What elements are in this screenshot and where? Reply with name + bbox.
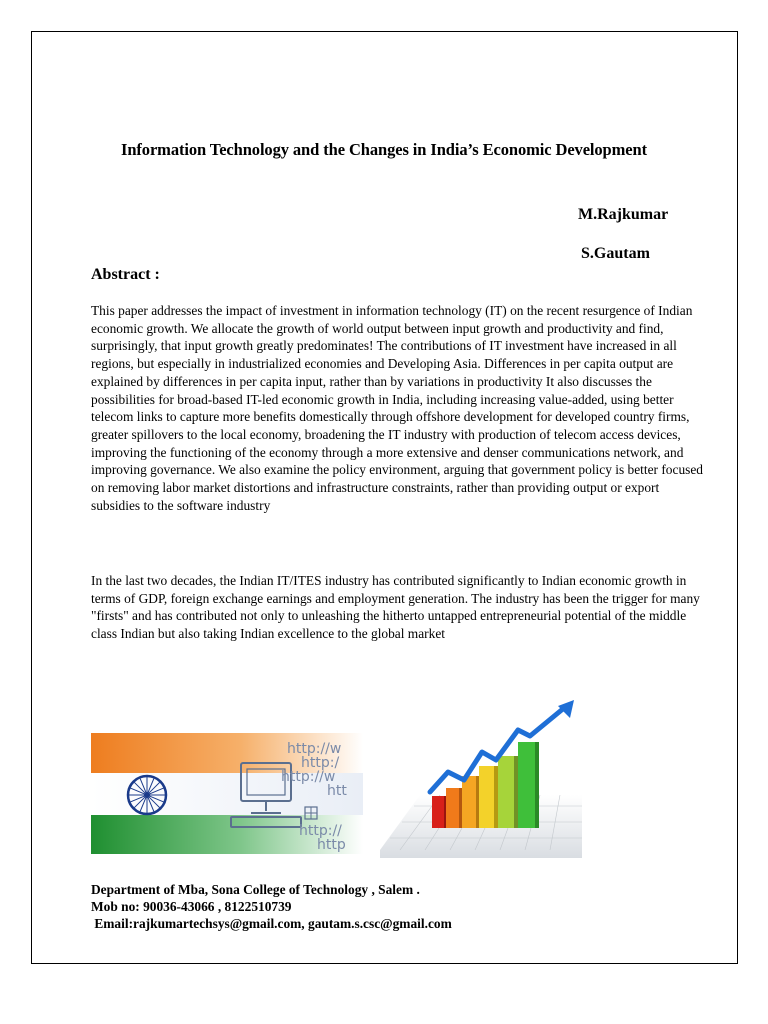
bar-red — [432, 796, 448, 828]
bar-yellow — [479, 766, 498, 828]
bar-green — [518, 742, 539, 828]
http-text-4: htt — [327, 783, 347, 799]
footer-department: Department of Mba, Sona College of Technology , Salem . — [91, 882, 420, 897]
growth-chart-image — [380, 700, 582, 858]
http-text-6: http — [317, 837, 346, 853]
author-1: M.Rajkumar — [578, 206, 669, 223]
abstract-heading: Abstract : — [91, 266, 160, 283]
http-text-1: http://w — [287, 741, 342, 757]
footer-email: Email:rajkumartechsys@gmail.com, gautam.s.csc@gmail.com — [91, 916, 452, 931]
paper-title: Information Technology and the Changes in India’s Economic Development — [121, 140, 647, 159]
india-it-image — [91, 733, 363, 854]
http-text-3: http://w — [281, 769, 336, 785]
http-text-5: http:// — [299, 823, 342, 839]
bar-orange — [446, 788, 463, 828]
footer-contact — [91, 881, 452, 932]
author-2: S.Gautam — [581, 245, 650, 262]
bar-amber — [462, 776, 480, 828]
bar-lime — [498, 756, 518, 828]
http-text-2: http:/ — [301, 755, 340, 771]
abstract-paragraph-1: This paper addresses the impact of investment in information technology (IT) on the recent resurgence of Indian economic growth. We allocate the growth of world output between input growth and productivity and find, surprisingly, that input growth greatly predominates! The contributions of IT investment have increased in all regions, but especially in industrialized economies and Developing Asia. Differences in per capita output are explained by differences in per capita input, rather than by variations in productivity It also discusses the possibilities for broad-based IT-led economic growth in India, including increasing value-added, using better telecom links to capture more benefits domestically through offshore development for developed country firms, greater spillovers to the local economy, broadening the IT industry with production of telecom access devices, improving the functioning of the economy through a more extensive and denser communications network, and improving governance. We also examine the policy environment, arguing that government policy is better focused on removing labor market distortions and infrastructure constraints, rather than providing output or export subsidies to the software industry — [91, 303, 703, 513]
abstract-paragraph-2: In the last two decades, the Indian IT/ITES industry has contributed significantly to Indian economic growth in terms of GDP, foreign exchange earnings and employment generation. The industry has been the trigger for many "firsts" and has contributed not only to unleashing the hitherto untapped entrepreneurial potential of the middle class Indian but also taking Indian excellence to the global market — [91, 573, 700, 642]
chakra-icon — [128, 776, 166, 814]
footer-mobile: Mob no: 90036-43066 , 8122510739 — [91, 899, 292, 914]
